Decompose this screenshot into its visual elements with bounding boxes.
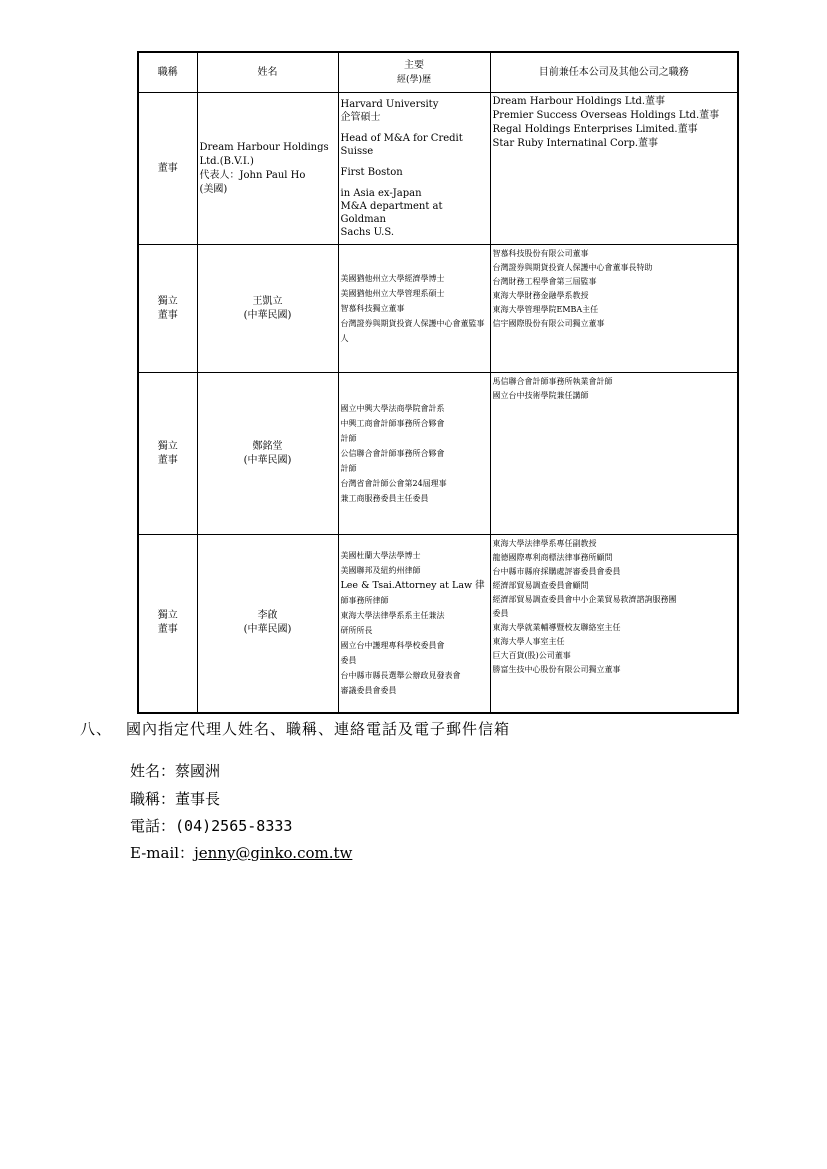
role-line: 獨立 (157, 295, 178, 307)
edu-line: 國立中興大學法商學院會計系 (340, 404, 445, 413)
edu-line: 東海大學法律學系系主任兼法 (340, 611, 445, 621)
contact-phone-value: (04)2565-8333 (175, 817, 293, 835)
edu-line: 師事務所律師 (340, 596, 389, 606)
edu-line: 兼工商服務委員主任委員 (340, 494, 429, 503)
name-line: Dream Harbour Holdings (199, 141, 329, 153)
edu-line: Harvard University (340, 99, 439, 110)
position-line: 東海大學財務金融學系教授 (492, 291, 589, 300)
position-line: 龍德國際專利商標法律事務所顧問 (492, 553, 613, 562)
edu-line: 美國猶他州立大學經濟學博士 (340, 274, 445, 283)
name-line: 代表人：John Paul Ho (199, 169, 306, 181)
row-name (197, 535, 338, 713)
edu-line: 審議委員會委員 (340, 686, 397, 696)
row-role (138, 93, 197, 245)
header-role: 職稱 (138, 52, 197, 93)
row-positions (490, 373, 738, 535)
position-line: 台灣證券與期貨投資人保護中心會董事長特助 (492, 263, 653, 272)
edu-line: 企管碩士 (340, 112, 381, 123)
role-line: 董事 (157, 162, 178, 174)
position-line: 台灣財務工程學會第三屆監事 (492, 277, 597, 286)
name-line: (美國) (199, 183, 228, 195)
role-line: 董事 (157, 624, 178, 636)
row-positions (490, 93, 738, 245)
section-heading (80, 718, 510, 739)
position-line: 國立台中技術學院兼任講師 (492, 391, 589, 400)
table-row (138, 93, 738, 245)
edu-line (341, 124, 488, 132)
contact-phone (130, 815, 292, 836)
edu-line (341, 158, 488, 166)
header-education-top: 主要 (404, 59, 424, 71)
row-education (338, 373, 490, 535)
position-line: 經濟部貿易調查委員會中小企業貿易救濟諮詢服務團 (492, 595, 677, 604)
position-line: 馬信聯合會計師事務所執業會計師 (492, 377, 613, 386)
position-line: 台中縣市縣府採購處評審委員會委員 (492, 567, 621, 576)
edu-line: M&A department at Goldman (340, 201, 446, 225)
contact-email (130, 842, 352, 863)
edu-line: 委員 (340, 656, 357, 666)
name-line: 王凱立 (252, 295, 283, 307)
section-number: 八、 (80, 720, 113, 738)
name-line: (中華民國) (243, 454, 292, 466)
edu-line: 美國猶他州立大學管理系碩士 (340, 289, 445, 298)
contact-name (130, 760, 220, 781)
row-education (338, 93, 490, 245)
row-positions (490, 535, 738, 713)
row-education (338, 535, 490, 713)
edu-line: 計師 (340, 464, 357, 473)
header-education (338, 52, 490, 93)
header-education-bottom: 經(學)歷 (396, 74, 432, 85)
position-line: 經濟部貿易調查委員會顧問 (492, 581, 589, 590)
row-name (197, 245, 338, 373)
table-row (138, 535, 738, 713)
position-line: 東海大學人事室主任 (492, 637, 565, 646)
header-positions: 目前兼任本公司及其他公司之職務 (490, 52, 738, 93)
role-line: 獨立 (157, 610, 178, 622)
name-line: (中華民國) (243, 624, 292, 636)
edu-line: 台灣證券與期貨投資人保護中心會董監事 (340, 319, 485, 328)
name-line: 李啟 (257, 610, 278, 622)
edu-line: 公信聯合會計師事務所合夥會 (340, 449, 445, 458)
edu-line: 台灣省會計師公會第24屆理事 (340, 479, 447, 488)
edu-line: 智慕科技獨立董事 (340, 304, 405, 313)
edu-line: 美國聯邦及紐約州律師 (340, 566, 421, 576)
contact-name-label: 姓名： (130, 762, 176, 780)
position-line: Star Ruby Internatinal Corp.董事 (492, 138, 659, 149)
edu-line: Sachs U.S. (340, 227, 395, 238)
contact-title-label: 職稱： (130, 790, 176, 808)
edu-line: in Asia ex-Japan (340, 188, 422, 199)
edu-line: First Boston (340, 167, 403, 178)
contact-title-value: 董事長 (175, 790, 221, 808)
row-positions (490, 245, 738, 373)
name-line: (中華民國) (243, 309, 292, 321)
position-line: 信宇國際股份有限公司獨立董事 (492, 319, 605, 328)
edu-line: 國立台中護理專科學校委員會 (340, 641, 445, 651)
directors-table (137, 51, 739, 714)
row-role (138, 373, 197, 535)
position-line: 東海大學就業輔導暨校友聯絡室主任 (492, 623, 621, 632)
row-name (197, 93, 338, 245)
contact-email-label: E-mail： (130, 844, 195, 862)
contact-title (130, 788, 220, 809)
table-row (138, 373, 738, 535)
position-line: Premier Success Overseas Holdings Ltd.董事 (492, 110, 720, 121)
position-line: Regal Holdings Enterprises Limited.董事 (492, 124, 698, 135)
position-line: 東海大學管理學院EMBA主任 (492, 305, 599, 314)
edu-line: 中興工商會計師事務所合夥會 (340, 419, 445, 428)
position-line: 勝富生技中心股份有限公司獨立董事 (492, 665, 621, 674)
role-line: 董事 (157, 309, 178, 321)
name-line: 鄭銘堂 (252, 440, 283, 452)
name-line: Ltd.(B.V.I.) (199, 155, 254, 167)
table-header-row (138, 52, 738, 93)
row-education (338, 245, 490, 373)
role-line: 獨立 (157, 440, 178, 452)
contact-phone-label: 電話： (130, 817, 176, 835)
edu-line: Head of M&A for Credit Suisse (340, 133, 466, 157)
edu-line: 台中縣市縣長選舉公辦政見發表會 (340, 671, 461, 681)
edu-line: Lee & Tsai.Attorney at Law 律 (340, 580, 485, 592)
row-role (138, 535, 197, 713)
email-link[interactable]: jenny@ginko.com.tw (194, 844, 353, 862)
role-line: 董事 (157, 454, 178, 466)
edu-line: 計師 (340, 434, 357, 443)
edu-line: 美國杜蘭大學法學博士 (340, 551, 421, 561)
position-line: 東海大學法律學系專任副教授 (492, 539, 597, 548)
section-title: 國內指定代理人姓名、職稱、連絡電話及電子郵件信箱 (126, 720, 511, 738)
row-name (197, 373, 338, 535)
edu-line: 人 (340, 334, 349, 343)
table-row (138, 245, 738, 373)
header-name: 姓名 (197, 52, 338, 93)
row-role (138, 245, 197, 373)
edu-line: 研所所長 (340, 626, 373, 636)
position-line: 巨大百貨(股)公司董事 (492, 651, 571, 660)
position-line: 智慕科技股份有限公司董事 (492, 249, 589, 258)
edu-line (341, 179, 488, 187)
position-line: 委員 (492, 609, 509, 618)
position-line: Dream Harbour Holdings Ltd.董事 (492, 96, 666, 107)
contact-name-value: 蔡國洲 (175, 762, 221, 780)
